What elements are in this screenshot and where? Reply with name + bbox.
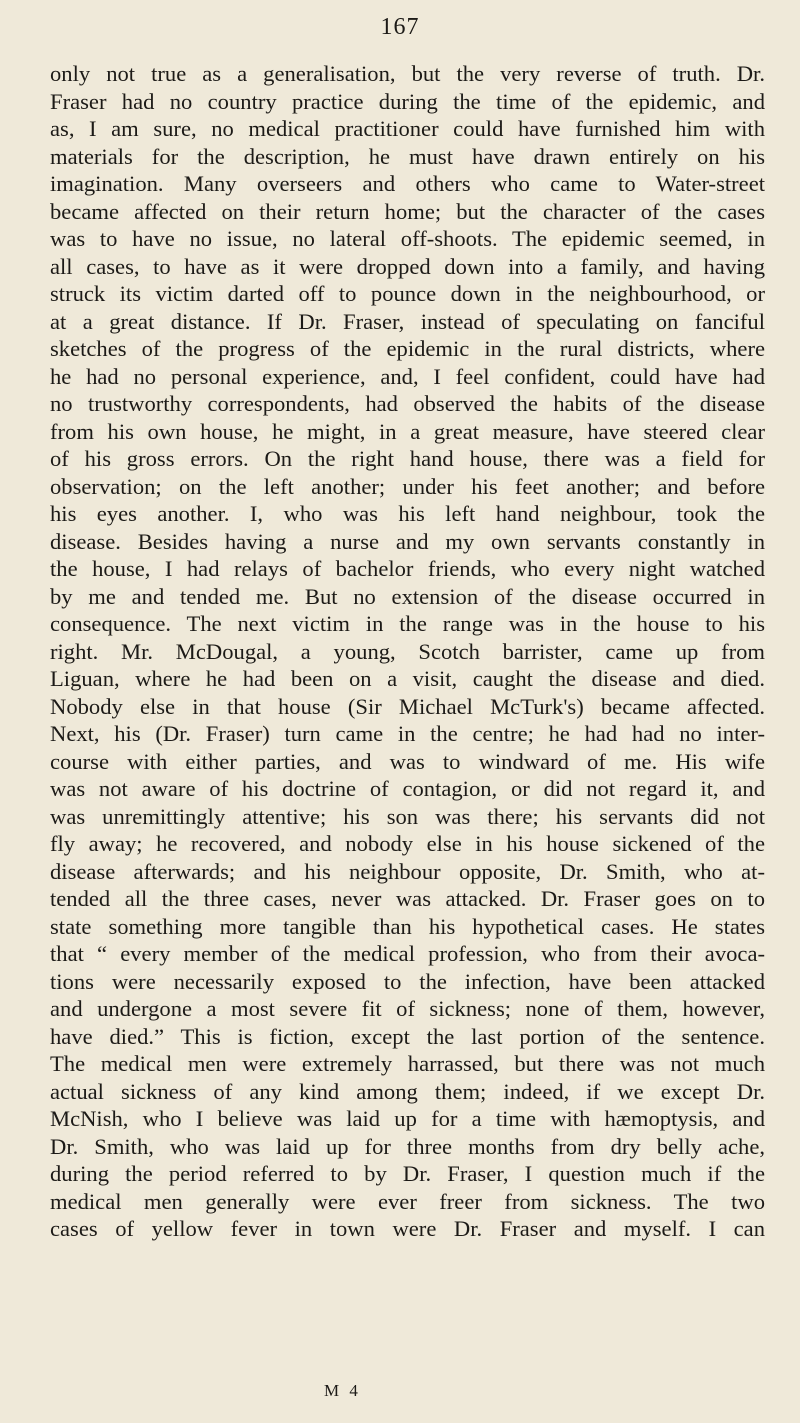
text-line: of his gross errors. On the right hand house, there was a field for [50, 446, 765, 471]
body-text [50, 60, 765, 1243]
text-line: was unremittingly attentive; his son was there; his servants did not [50, 803, 765, 829]
text-line: consequence. The next victim in the range was in the house to his [50, 611, 765, 636]
text-line: have died.” This is fiction, except the last portion of the sentence. [50, 1023, 765, 1049]
text-line: became affected on their return home; but the character of the cases [50, 198, 765, 224]
text-line: medical men generally were ever freer from sickness. The two [50, 1188, 765, 1214]
text-line: disease afterwards; and his neighbour opposite, Dr. Smith, who at- [50, 858, 765, 884]
text-line: as, I am sure, no medical practitioner could have furnished him with [50, 116, 765, 141]
text-line: Next, his (Dr. Fraser) turn came in the centre; he had had no inter- [50, 721, 765, 746]
text-line: at a great distance. If Dr. Fraser, instead of speculating on fanciful [50, 308, 765, 334]
text-line: all cases, to have as it were dropped down into a family, and having [50, 253, 765, 279]
text-line: he had no personal experience, and, I feel confident, could have had [50, 363, 765, 389]
signature-mark: M 4 [324, 1381, 361, 1400]
text-line: the house, I had relays of bachelor friends, who every night watched [50, 556, 765, 581]
text-line: Nobody else in that house (Sir Michael McTurk's) became affected. [50, 693, 765, 719]
text-line: The medical men were extremely harrassed, but there was not much [50, 1051, 765, 1076]
text-line: and undergone a most severe fit of sickness; none of them, however, [50, 996, 765, 1021]
text-line: disease. Besides having a nurse and my own servants constantly in [50, 528, 765, 554]
text-line: from his own house, he might, in a great measure, have steered clear [50, 418, 765, 444]
text-line: was not aware of his doctrine of contagion, or did not regard it, and [50, 776, 765, 801]
text-line: observation; on the left another; under his feet another; and before [50, 473, 765, 499]
text-line: McNish, who I believe was laid up for a time with hæmoptysis, and [50, 1106, 765, 1131]
text-line: his eyes another. I, who was his left hand neighbour, took the [50, 501, 765, 526]
text-line: Fraser had no country practice during the time of the epidemic, and [50, 88, 765, 114]
text-line: struck its victim darted off to pounce down in the neighbourhood, or [50, 281, 765, 306]
text-line: materials for the description, he must have drawn entirely on his [50, 143, 765, 169]
text-line: actual sickness of any kind among them; indeed, if we except Dr. [50, 1078, 765, 1104]
text-line: was to have no issue, no lateral off-shoots. The epidemic seemed, in [50, 226, 765, 251]
text-line: cases of yellow fever in town were Dr. Fraser and myself. I can [50, 1216, 765, 1241]
text-line: fly away; he recovered, and nobody else in his house sickened of the [50, 831, 765, 856]
text-line: state something more tangible than his hypothetical cases. He states [50, 913, 765, 939]
text-line: by me and tended me. But no extension of the disease occurred in [50, 583, 765, 609]
text-line: no trustworthy correspondents, had observed the habits of the disease [50, 391, 765, 416]
text-line: during the period referred to by Dr. Fraser, I question much if the [50, 1161, 765, 1186]
text-line: only not true as a generalisation, but the very reverse of truth. Dr. [50, 61, 765, 86]
text-line: that “ every member of the medical profession, who from their avoca- [50, 941, 765, 966]
text-line: course with either parties, and was to windward of me. His wife [50, 748, 765, 774]
text-line: imagination. Many overseers and others who came to Water-street [50, 171, 765, 196]
text-line: Liguan, where he had been on a visit, caught the disease and died. [50, 666, 765, 691]
text-line: right. Mr. McDougal, a young, Scotch barrister, came up from [50, 638, 765, 664]
text-line: Dr. Smith, who was laid up for three months from dry belly ache, [50, 1133, 765, 1159]
text-line: tended all the three cases, never was attacked. Dr. Fraser goes on to [50, 886, 765, 911]
text-line: tions were necessarily exposed to the infection, have been attacked [50, 968, 765, 994]
page-number: 167 [380, 14, 420, 40]
text-line: sketches of the progress of the epidemic in the rural districts, where [50, 336, 765, 361]
